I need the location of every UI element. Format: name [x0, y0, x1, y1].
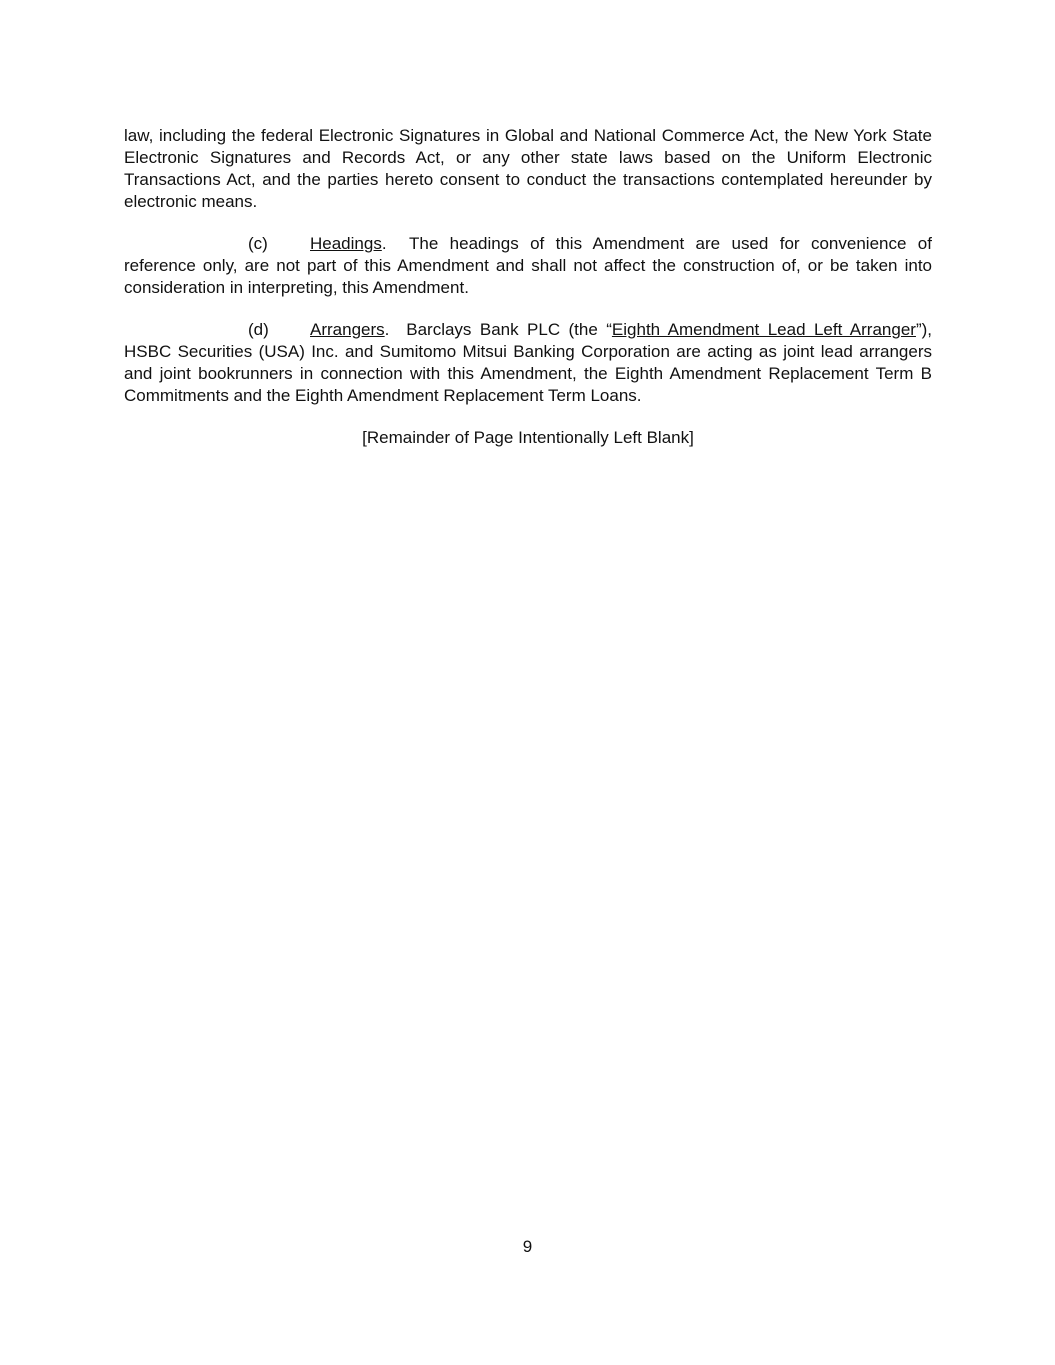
intro-paragraph: law, including the federal Electronic Signatures in Global and National Commerce Act, the New York State Electronic Signatures and Records Act, or any other state laws based on the Uniform Electronic Transactions Act, and the parties hereto consent to conduct the transactions contemplated hereunder by electronic means. [124, 126, 932, 211]
section-d-body-after: ”), HSBC Securities (USA) Inc. and Sumitomo Mitsui Banking Corporation are acting as joint lead arrangers and joint bookrunners in connection with this Amendment, the Eighth Amendment Replacement Term B Commitments and the Eighth Amendment Replacement Term Loans. [124, 320, 932, 405]
section-c-body: The headings of this Amendment are used for convenience of reference only, are not part of this Amendment and shall not affect the construction of, or be taken into consideration in interpreting, this Amendment. [124, 234, 937, 297]
section-d-label: (d) [248, 320, 269, 339]
page-number: 9 [522, 1237, 533, 1256]
section-c-label: (c) [248, 234, 268, 253]
section-d-heading-punct: . [384, 320, 390, 339]
section-c-heading: Headings [310, 234, 382, 253]
remainder-note: [Remainder of Page Intentionally Left Blank] [362, 428, 694, 447]
section-d-heading: Arrangers [310, 320, 385, 339]
section-d-paragraph [124, 319, 932, 407]
section-c-paragraph [124, 233, 937, 299]
section-c-heading-punct: . [381, 234, 387, 253]
defined-term-lead-left-arranger: Eighth Amendment Lead Left Arranger [611, 320, 916, 339]
section-d-body-before: Barclays Bank PLC (the “ [389, 320, 612, 339]
